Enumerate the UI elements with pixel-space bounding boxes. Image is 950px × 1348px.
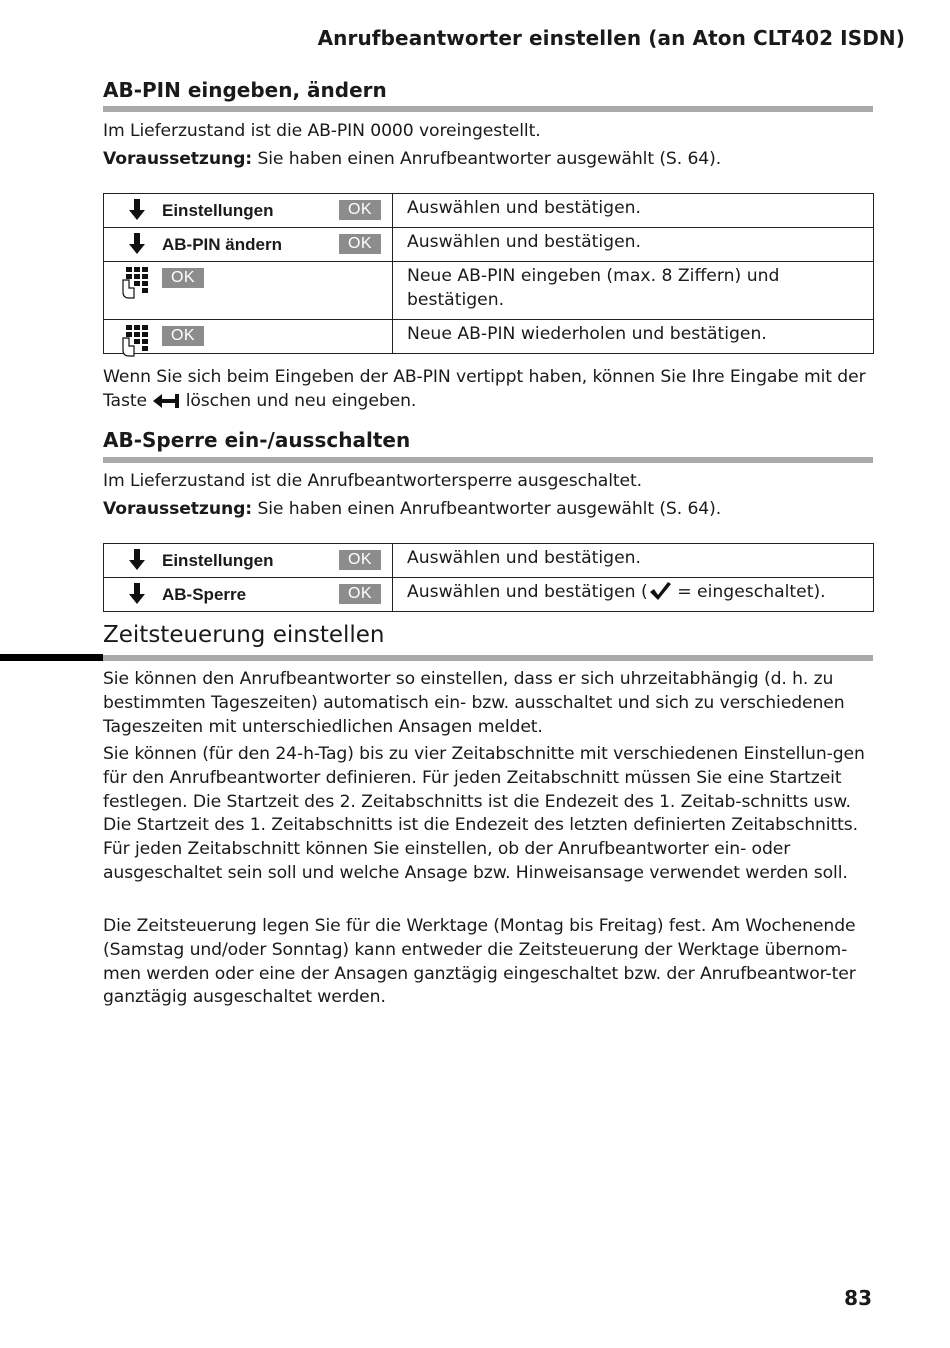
ok-button: OK: [339, 584, 381, 604]
section2-precondition: [103, 498, 878, 522]
section3-paragraph-1: Sie können den Anrufbeantworter so einstellen, dass er sich uhrzeitabhängig (d. h. zu bestimmten Tageszeiten) automatisch ein- bzw. ausschaltet und sich zu verschiedenen Tageszeiten mit unterschiedlichen Ansagen meldet.: [103, 669, 845, 737]
section-rule-marker: [0, 654, 103, 661]
steps-table-ab-sperre: [103, 543, 874, 612]
page-number: 83: [844, 1286, 872, 1310]
arrow-down-icon: [129, 583, 145, 605]
ok-button: OK: [339, 200, 381, 220]
menu-item-einstellungen: Einstellungen: [162, 551, 274, 570]
precondition-label: Voraussetzung:: [103, 149, 253, 169]
section-rule: [103, 106, 873, 112]
step-description: [393, 578, 874, 612]
arrow-down-icon: [129, 233, 145, 255]
ok-button: OK: [339, 550, 381, 570]
step-description: Neue AB-PIN wiederholen und bestätigen.: [393, 320, 874, 354]
section3-paragraph-3: Die Zeitsteuerung legen Sie für die Werktage (Montag bis Freitag) fest. Am Wochenende (Samstag und/oder Sonntag) kann entweder die Zeitsteuerung der Werktage übernom-men werden oder eine der Ansagen ganztägig eingeschaltet bzw. der Anrufbeantwor-ter ganztägig ausgeschaltet werden.: [103, 916, 856, 1008]
step-description-text: = eingeschaltet).: [671, 582, 826, 602]
table-row: [104, 194, 874, 228]
precondition-label: Voraussetzung:: [103, 499, 253, 519]
section-rule: [103, 457, 873, 463]
ok-button: OK: [162, 326, 204, 346]
precondition-text: Sie haben einen Anrufbeantworter ausgewählt (S. 64).: [252, 499, 722, 519]
table-row: [104, 262, 874, 320]
section-rule: [103, 655, 873, 661]
steps-table-ab-pin: [103, 193, 874, 354]
step-description: Auswählen und bestätigen.: [393, 228, 874, 262]
menu-item-einstellungen: Einstellungen: [162, 201, 274, 220]
page-header-title: Anrufbeantworter einstellen (an Aton CLT402 ISDN): [317, 26, 905, 50]
table-row: [104, 544, 874, 578]
step-description: Auswählen und bestätigen.: [393, 544, 874, 578]
step-description: Auswählen und bestätigen.: [393, 194, 874, 228]
section-title-ab-sperre: AB-Sperre ein-/ausschalten: [103, 428, 411, 452]
backspace-key-icon: [152, 392, 180, 410]
keypad-icon: [120, 324, 154, 358]
step-description: Neue AB-PIN eingeben (max. 8 Ziffern) und bestätigen.: [393, 262, 874, 320]
section-title-ab-pin: AB-PIN eingeben, ändern: [103, 78, 387, 102]
table-row: [104, 578, 874, 612]
note-text: löschen und neu eingeben.: [180, 390, 417, 411]
section1-intro: Im Lieferzustand ist die AB-PIN 0000 voreingestellt.: [103, 121, 541, 141]
section2-intro: Im Lieferzustand ist die Anrufbeantwortersperre ausgeschaltet.: [103, 471, 642, 491]
keypad-icon: [120, 266, 154, 300]
ok-button: OK: [162, 268, 204, 288]
note-text: Wenn Sie sich beim Eingeben der AB-PIN vertippt haben, können Sie Ihre Eingabe mit der Taste: [103, 367, 866, 411]
menu-item-ab-sperre: AB-Sperre: [162, 585, 247, 604]
checkmark-icon: [648, 581, 672, 601]
arrow-down-icon: [129, 199, 145, 221]
section-title-zeitsteuerung: Zeitsteuerung einstellen: [103, 622, 385, 648]
arrow-down-icon: [129, 549, 145, 571]
section1-precondition: [103, 148, 878, 172]
table-row: [104, 228, 874, 262]
table-row: [104, 320, 874, 354]
step-description-text: Auswählen und bestätigen (: [407, 582, 648, 602]
section1-note: [103, 366, 878, 414]
menu-item-ab-pin-aendern: AB-PIN ändern: [162, 235, 282, 254]
precondition-text: Sie haben einen Anrufbeantworter ausgewählt (S. 64).: [252, 149, 722, 169]
ok-button: OK: [339, 234, 381, 254]
section3-paragraph-2: Sie können (für den 24-h-Tag) bis zu vier Zeitabschnitte mit verschiedenen Einstellun-gen für den Anrufbeantworter definieren. Für jeden Zeitabschnitt müssen Sie eine Startzeit festlegen. Die Startzeit des 2. Zeitabschnitts ist die Endezeit des 1. Zeitab-schnitts usw. Die Startzeit des 1. Zeitabschnitts ist die Endezeit des letzten definierten Zeitabschnitts. Für jeden Zeitabschnitt können Sie einstellen, ob der Anrufbeantworter ein- oder ausgeschaltet sein soll und welche Ansage bzw. Hinweisansage verwendet werden soll.: [103, 744, 865, 883]
